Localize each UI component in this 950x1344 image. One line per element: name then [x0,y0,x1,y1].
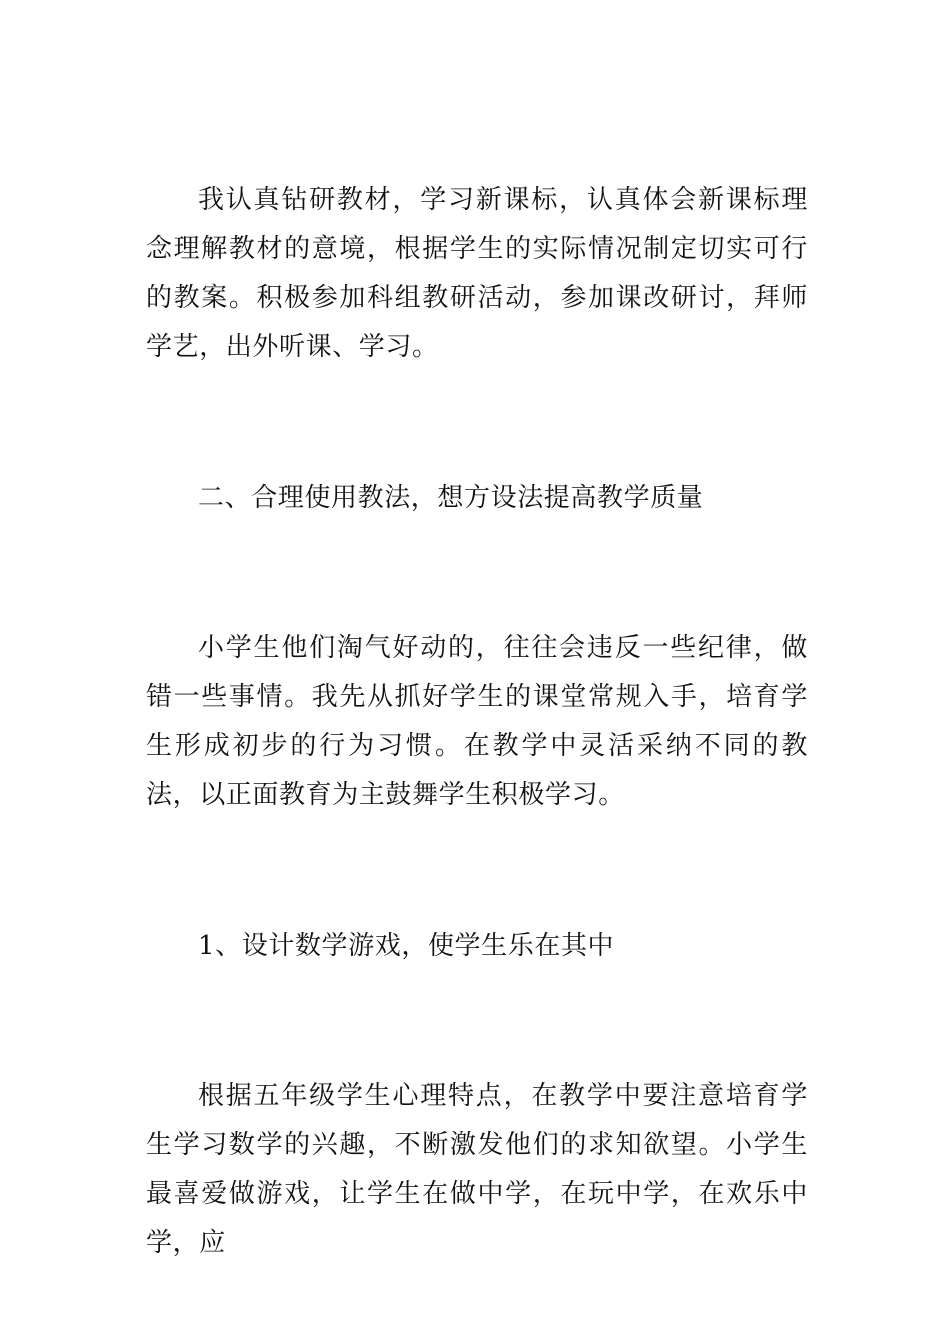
body-paragraph: 小学生他们淘气好动的，往往会违反一些纪律，做错一些事情。我先从抓好学生的课堂常规入手，培育学生形成初步的行为习惯。在教学中灵活采纳不同的教法，以正面教育为主鼓舞学生积极学习。 [146,633,808,810]
subsection-heading: 1、设计数学游戏，使学生乐在其中 [198,931,615,961]
section-heading: 二、合理使用教法，想方设法提高教学质量 [198,483,704,513]
body-paragraph: 我认真钻研教材，学习新课标，认真体会新课标理念理解教材的意境，根据学生的实际情况制定切实可行的教案。积极参加科组教研活动，参加课改研讨，拜师学艺，出外听课、学习。 [146,185,808,362]
body-paragraph: 根据五年级学生心理特点，在教学中要注意培育学生学习数学的兴趣，不断激发他们的求知欲望。小学生最喜爱做游戏，让学生在做中学，在玩中学，在欢乐中学，应 [146,1081,808,1258]
